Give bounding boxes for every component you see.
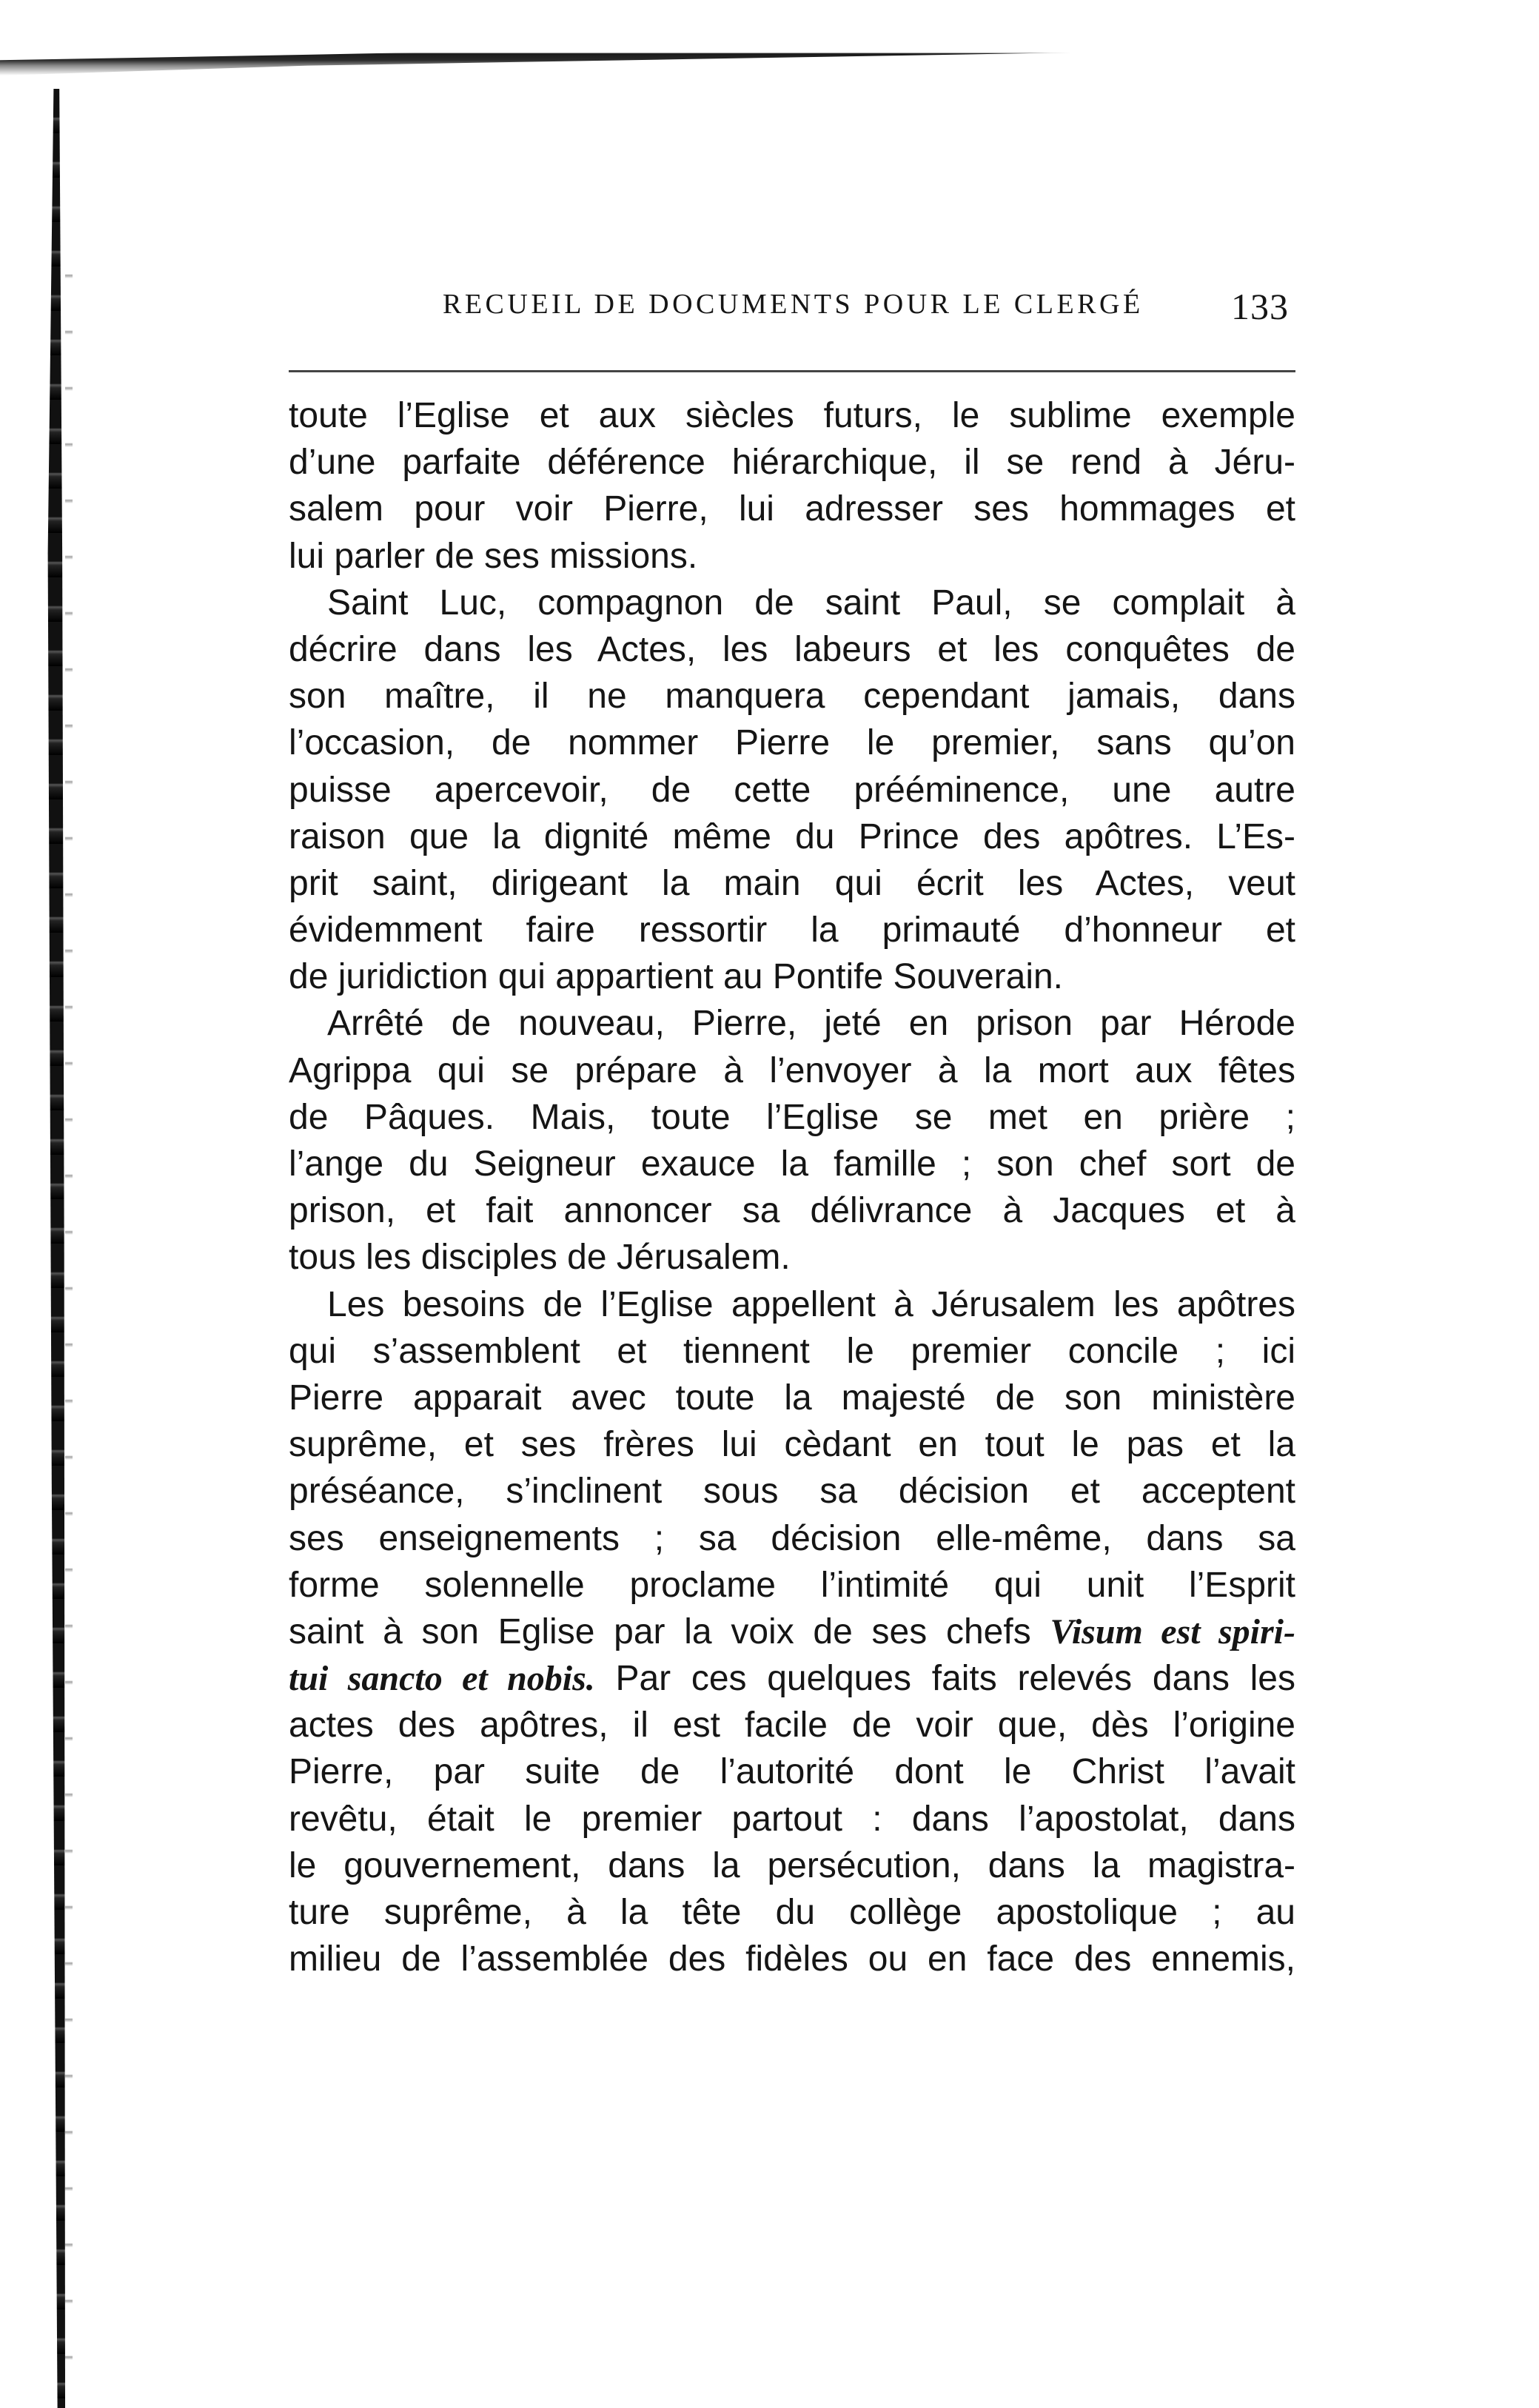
running-head — [289, 285, 1307, 337]
text-line: milieu de l’assemblée des fidèles ou en face des ennemis, — [289, 1939, 1295, 1979]
header-rule — [289, 370, 1295, 372]
text-line: prison, et fait annoncer sa délivrance à Jacques et à — [289, 1191, 1295, 1231]
text-line: saint à son Eglise par la voix de ses chefs Visum est spiri- — [289, 1612, 1295, 1651]
paragraph-start-line: Les besoins de l’Eglise appellent à Jérusalem les apôtres — [327, 1284, 1295, 1324]
text-line: toute l’Eglise et aux siècles futurs, le sublime exemple — [289, 396, 1295, 435]
text-line: salem pour voir Pierre, lui adresser ses hommages et — [289, 489, 1295, 529]
text-line: tui sancto et nobis. Par ces quelques faits relevés dans les — [289, 1659, 1295, 1699]
text-line: forme solennelle proclame l’intimité qui unit l’Esprit — [289, 1565, 1295, 1605]
body-text — [289, 392, 1295, 1982]
paragraph-start-line: Saint Luc, compagnon de saint Paul, se complait à — [327, 583, 1295, 623]
text-line: le gouvernement, dans la persécution, dans la magistra- — [289, 1845, 1295, 1885]
paragraph-start-line: Arrêté de nouveau, Pierre, jeté en prison par Hérode — [327, 1004, 1295, 1044]
text-line: son maître, il ne manquera cependant jamais, dans — [289, 677, 1295, 717]
text-line: d’une parfaite déférence hiérarchique, il se rend à Jéru- — [289, 443, 1295, 483]
page-number: 133 — [1231, 286, 1289, 327]
text-line: tous les disciples de Jérusalem. — [289, 1238, 791, 1278]
text-line: prit saint, dirigeant la main qui écrit les Actes, veut — [289, 863, 1295, 903]
text-line: ses enseignements ; sa décision elle-même, dans sa — [289, 1518, 1295, 1558]
book-page — [289, 285, 1307, 1979]
text-line: lui parler de ses missions. — [289, 536, 698, 576]
latin-quote: Visum est spiri- — [1050, 1612, 1295, 1651]
scan-binding-speckle — [65, 222, 73, 2369]
text-line: actes des apôtres, il est facile de voir que, dès l’origine — [289, 1706, 1295, 1745]
latin-quote: tui sancto et nobis. — [289, 1659, 595, 1699]
scan-binding-edge — [46, 89, 65, 2408]
text-line: de Pâques. Mais, toute l’Eglise se met en prière ; — [289, 1097, 1295, 1137]
text-line: l’ange du Seigneur exauce la famille ; son chef sort de — [289, 1144, 1295, 1184]
text-line: ture suprême, à la tête du collège apostolique ; au — [289, 1893, 1295, 1932]
text-line: Agrippa qui se prépare à l’envoyer à la mort aux fêtes — [289, 1050, 1295, 1090]
text-line: suprême, et ses frères lui cèdant en tout le pas et la — [289, 1425, 1295, 1465]
text-line: décrire dans les Actes, les labeurs et les conquêtes de — [289, 629, 1295, 669]
text-line: l’occasion, de nommer Pierre le premier, sans qu’on — [289, 723, 1295, 763]
text-line: puisse apercevoir, de cette prééminence, une autre — [289, 770, 1295, 810]
scan-top-edge — [0, 21, 1539, 76]
text-line: Pierre apparait avec toute la majesté de son ministère — [289, 1378, 1295, 1418]
text-line: raison que la dignité même du Prince des apôtres. L’Es- — [289, 816, 1295, 856]
text-line: revêtu, était le premier partout : dans l’apostolat, dans — [289, 1799, 1295, 1839]
text-line: évidemment faire ressortir la primauté d’honneur et — [289, 910, 1295, 950]
text-line: Pierre, par suite de l’autorité dont le Christ l’avait — [289, 1752, 1295, 1792]
text-line: qui s’assemblent et tiennent le premier concile ; ici — [289, 1331, 1295, 1371]
running-title: RECUEIL DE DOCUMENTS POUR LE CLERGÉ — [443, 289, 1144, 320]
text-line: préséance, s’inclinent sous sa décision et acceptent — [289, 1472, 1295, 1512]
text-line: de juridiction qui appartient au Pontife Souverain. — [289, 957, 1064, 997]
